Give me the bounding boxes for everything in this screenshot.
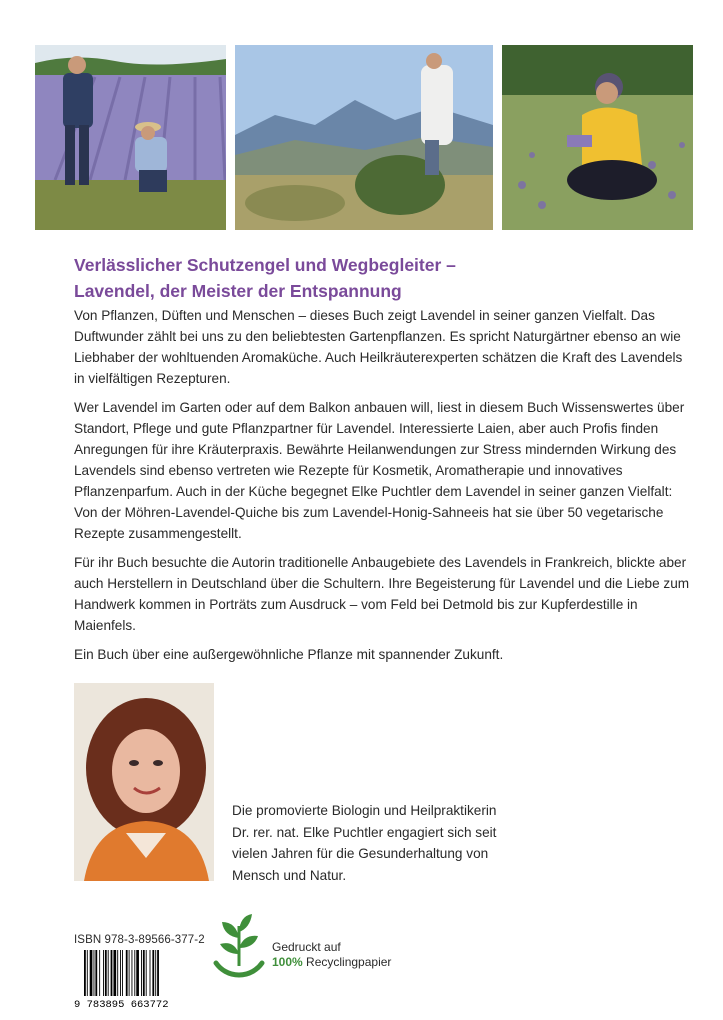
bio-line-4: Mensch und Natur. — [232, 867, 347, 883]
bio-line-1: Die promovierte Biologin und Heilpraktikerin — [232, 803, 497, 818]
paragraph-2: Wer Lavendel im Garten oder auf dem Balkon anbauen will, liest in diesem Buch Wissenswertes über Standort, Pflege und gute Pflanzpartner für Lavendel. Interessierte Laien, aber auch Profis finden Anregungen für ihre Kräuterpraxis. Bewährte Heilanwendungen zur Stress mindernden Wirkung des Lavendels sind ebenso vertreten wie Rezepte für Kosmetik, Aromatherapie und innovatives Pflanzenparfum. Auch in der Küche begegnet Elke Puchtler dem Lavendel in seiner ganzen Vielfalt: Von der Möhren-Lavendel-Quiche bis zum Lavendel-Honig-Sahneeis hat sie über 50 vegetarische Rezepte zusammengestellt. — [74, 400, 685, 541]
barcode-number: 9 783895 663772 — [74, 999, 169, 1008]
recycling-note — [272, 940, 391, 970]
description-body — [74, 305, 696, 673]
bio-line-2: Dr. rer. nat. Elke Puchtler engagiert sich seit — [232, 824, 497, 840]
author-bio — [232, 800, 532, 886]
eco-line-2-rest: Recyclingpapier — [302, 955, 392, 969]
isbn-label: ISBN 978-3-89566-377-2 — [74, 934, 205, 946]
headline-line-2: Lavendel, der Meister der Entspannung — [74, 281, 402, 301]
photo-woman-in-lavender — [502, 45, 693, 230]
photo-mountain-meadow — [235, 45, 493, 230]
eco-percent: 100% — [272, 955, 303, 969]
headline-line-1: Verlässlicher Schutzengel und Wegbegleiter – — [74, 255, 456, 275]
paragraph-1: Von Pflanzen, Düften und Menschen – dieses Buch zeigt Lavendel in seiner ganzen Vielfalt. Das Duftwunder zählt bei uns zu den beliebtesten Gartenpflanzen. Es spricht Naturgärtner ebenso an wie Liebhaber der wohltuenden Aromaküche. Auch Heilkräuterexperten schätzen die Kraft des Lavendels in vielfältigen Rezepturen. — [74, 308, 683, 386]
photo-lavender-field-two-men — [35, 45, 226, 230]
eco-line-2 — [272, 955, 391, 970]
paragraph-3: Für ihr Buch besuchte die Autorin traditionelle Anbaugebiete des Lavendels in Frankreich, blickte aber auch Herstellern in Deutschland über die Schultern. Ihre Begeisterung für Lavendel und die Liebe zum Handwerk kommen in Porträts zum Ausdruck – vom Feld bei Detmold bis zur Kupferdestille in Maienfels. — [74, 555, 690, 633]
barcode — [74, 950, 189, 1008]
recycling-plant-icon — [206, 908, 270, 978]
eco-line-1: Gedruckt auf — [272, 940, 341, 954]
bio-line-3: vielen Jahren für die Gesunderhaltung von — [232, 846, 489, 861]
author-portrait — [74, 683, 214, 881]
paragraph-4: Ein Buch über eine außergewöhnliche Pflanze mit spannender Zukunft. — [74, 647, 504, 662]
headline — [74, 252, 674, 304]
